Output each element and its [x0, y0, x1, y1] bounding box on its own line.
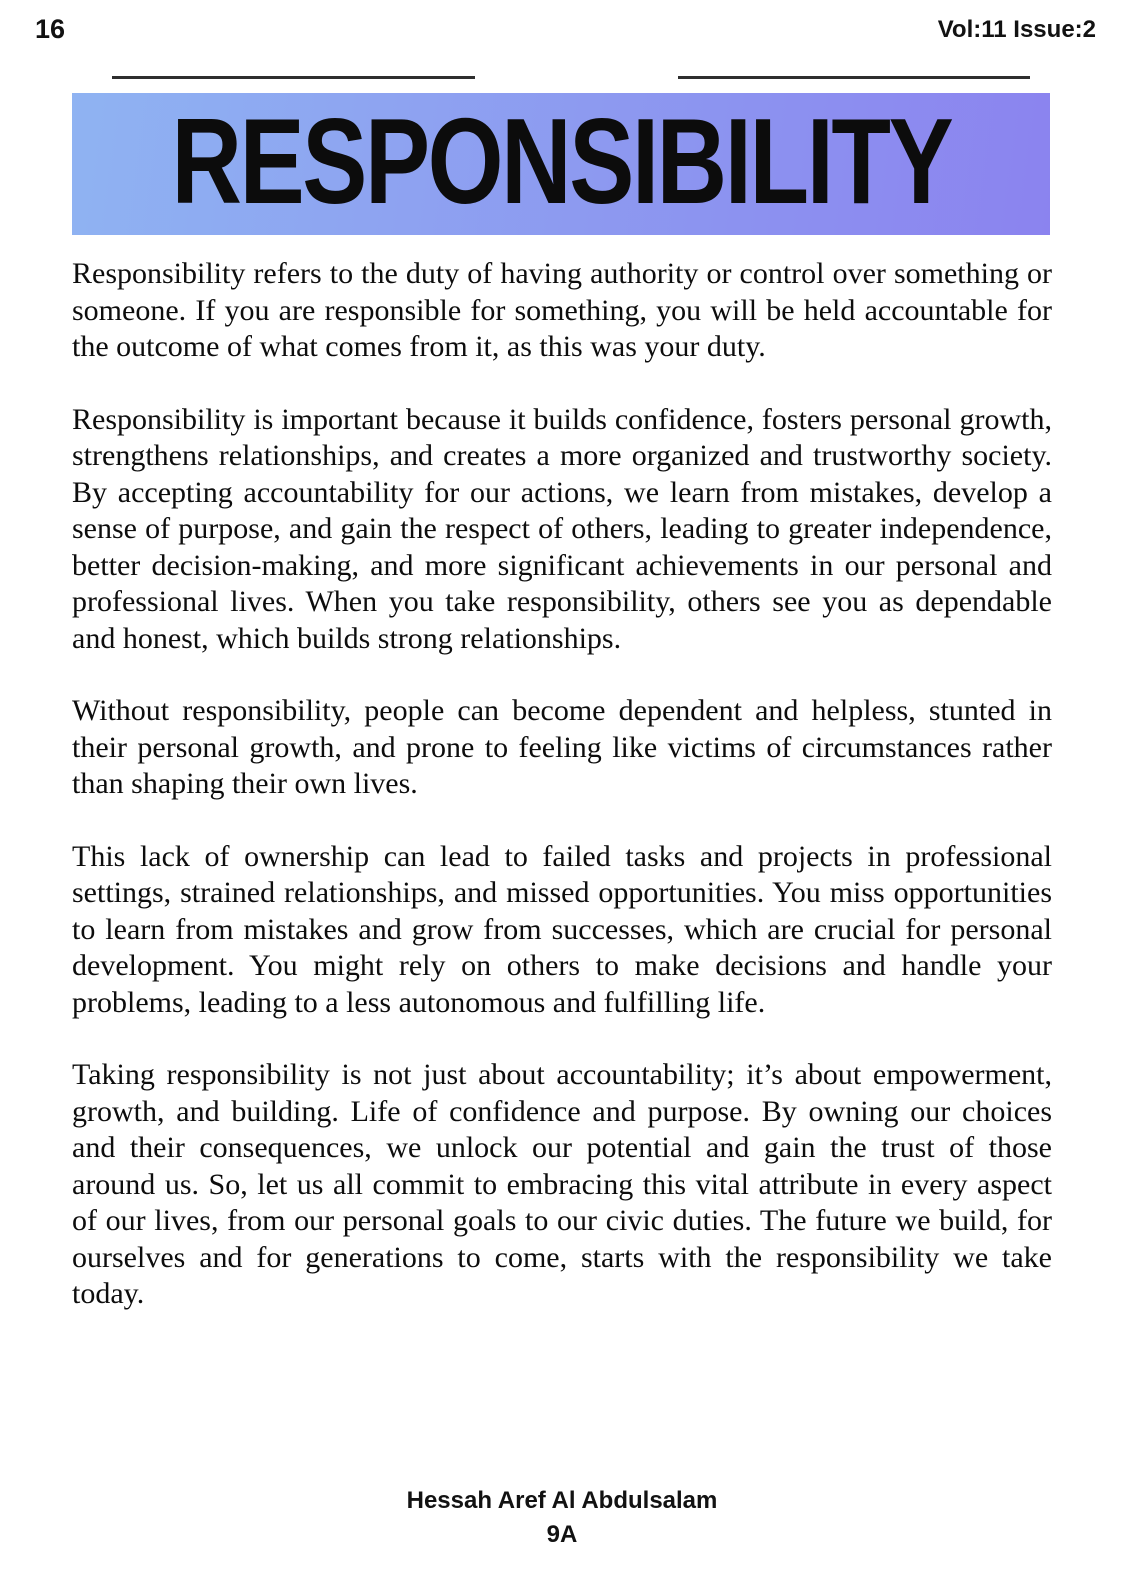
article-paragraph: Responsibility is important because it builds confidence, fosters personal growth, strengthens relationships, and creates a more organized and trustworthy society. By accepting accountability for our actions, we learn from mistakes, develop a sense of purpose, and gain the respect of others, leading to greater independence, better decision-making, and more significant achievements in our personal and professional lives. When you take responsibility, others see you as dependable and honest, which builds strong relationships.	[72, 402, 1052, 655]
article-paragraph: Taking responsibility is not just about accountability; it’s about empowerment, growth, and building. Life of confidence and purpose. By owning our choices and their consequences, we unlock our potential and gain the trust of those around us. So, let us all commit to embracing this vital attribute in every aspect of our lives, from our personal goals to our civic duties. The future we build, for ourselves and for generations to come, starts with the responsibility we take today.	[72, 1058, 1052, 1310]
article-paragraph: This lack of ownership can lead to failed tasks and projects in professional settings, strained relationships, and missed opportunities. You miss opportunities to learn from mistakes and grow from successes, which are crucial for personal development. You might rely on others to make decisions and handle your problems, leading to a less autonomous and fulfilling life.	[72, 839, 1052, 1019]
article-footer	[0, 1484, 1124, 1552]
decorative-rule-right	[678, 76, 1030, 79]
issue-label: Vol:11 Issue:2	[937, 16, 1096, 43]
decorative-rule-left	[112, 76, 475, 79]
page-title: RESPONSIBILITY	[171, 93, 951, 229]
author-name: Hessah Aref Al Abdulsalam	[406, 1487, 718, 1514]
article-paragraph: Responsibility refers to the duty of having authority or control over something or someone. If you are responsible for something, you will be held accountable for the outcome of what comes from it, as this was your duty.	[72, 257, 1052, 363]
page-number: 16	[35, 14, 66, 44]
title-banner	[72, 93, 1050, 235]
class-name: 9A	[546, 1521, 578, 1548]
article-body	[72, 256, 1052, 1313]
article-paragraph: Without responsibility, people can become dependent and helpless, stunted in their personal growth, and prone to feeling like victims of circumstances rather than shaping their own lives.	[72, 694, 1052, 800]
